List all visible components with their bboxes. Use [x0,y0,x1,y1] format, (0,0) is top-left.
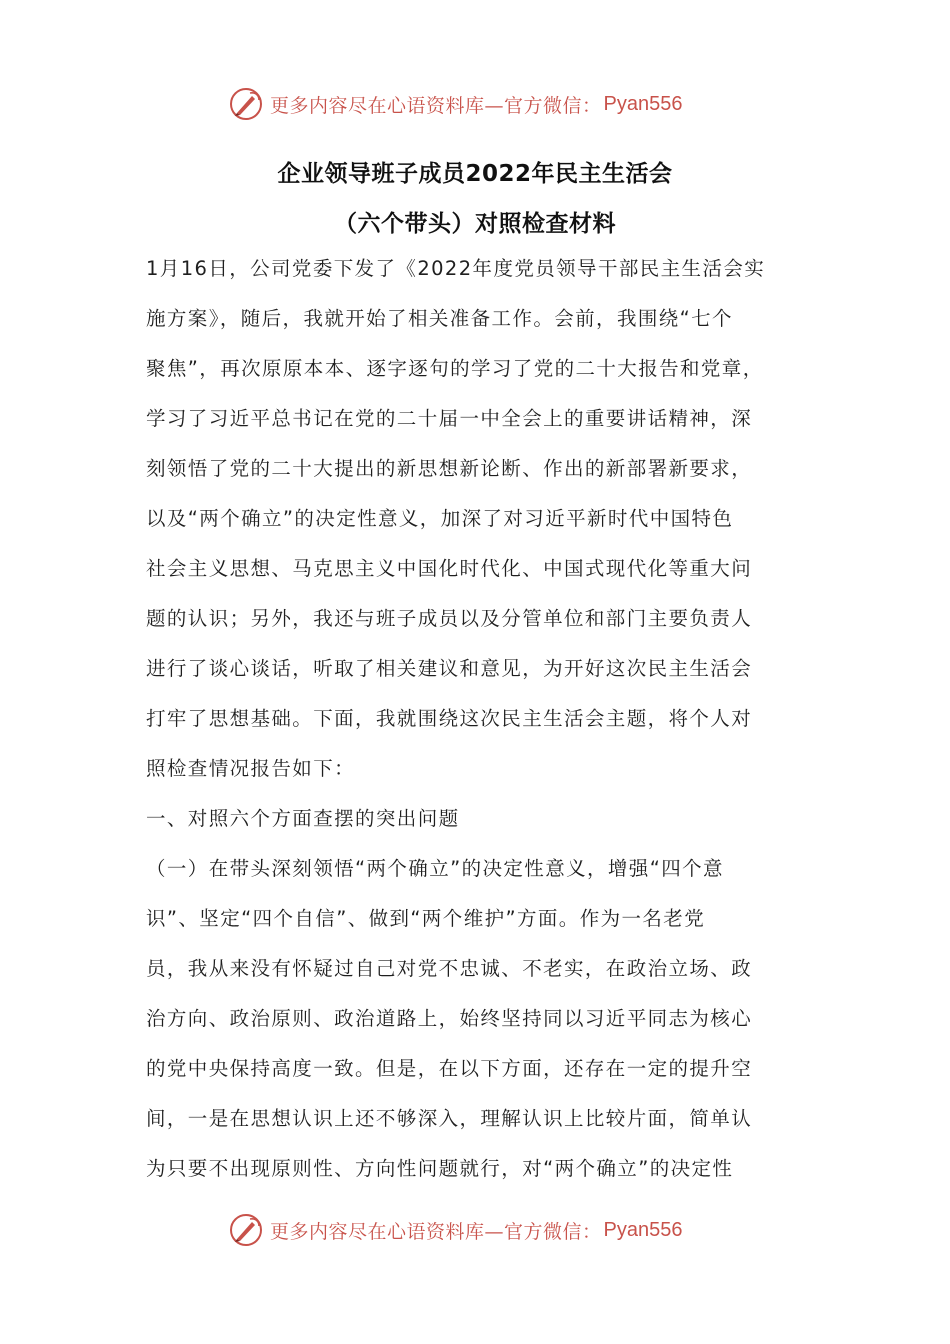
body-line: 员，我从来没有怀疑过自己对党不忠诚、不老实，在政治立场、政 [146,957,753,980]
watermark-header [228,84,682,124]
section-heading: 一、对照六个方面查摆的突出问题 [146,807,460,830]
document-title-line-2: （六个带头）对照检查材料 [334,211,616,237]
body-line: 聚焦”，再次原原本本、逐字逐句的学习了党的二十大报告和党章， [146,357,764,380]
body-line: 社会主义思想、马克思主义中国化时代化、中国式现代化等重大问 [146,557,753,580]
body-line: 为只要不出现原则性、方向性问题就行，对“两个确立”的决定性 [146,1157,734,1180]
body-line: 识”、坚定“四个自信”、做到“两个维护”方面。作为一名老党 [146,907,706,930]
pen-logo-icon [228,1212,264,1248]
body-line: 治方向、政治原则、政治道路上，始终坚持同以习近平同志为核心 [146,1007,753,1030]
watermark-wechat-id: Pyan556 [603,92,683,115]
body-line: 学习了习近平总书记在党的二十届一中全会上的重要讲话精神，深 [146,407,753,430]
document-body [146,244,810,1194]
body-line: （一）在带头深刻领悟“两个确立”的决定性意义，增强“四个意 [146,857,724,880]
body-line: 进行了谈心谈话，听取了相关建议和意见，为开好这次民主生活会 [146,657,753,680]
pen-logo-icon [228,86,264,122]
body-line: 的党中央保持高度一致。但是，在以下方面，还存在一定的提升空 [146,1057,753,1080]
body-line: 题的认识；另外，我还与班子成员以及分管单位和部门主要负责人 [146,607,753,630]
document-title-line-1: 企业领导班子成员2022年民主生活会 [277,161,673,187]
body-line: 施方案》，随后，我就开始了相关准备工作。会前，我围绕“七个 [146,307,733,330]
watermark-text: 更多内容尽在心语资料库—官方微信： [270,94,602,117]
body-line: 打牢了思想基础。下面，我就围绕这次民主生活会主题，将个人对 [146,707,753,730]
body-line: 1月16日，公司党委下发了《2022年度党员领导干部民主生活会实 [146,257,766,280]
watermark-text: 更多内容尽在心语资料库—官方微信： [270,1220,602,1243]
body-line: 照检查情况报告如下： [146,757,356,780]
body-line: 间，一是在思想认识上还不够深入，理解认识上比较片面，简单认 [146,1107,753,1130]
watermark-footer [228,1210,682,1250]
watermark-wechat-id: Pyan556 [603,1218,683,1241]
body-line: 刻领悟了党的二十大提出的新思想新论断、作出的新部署新要求， [146,457,753,480]
body-line: 以及“两个确立”的决定性意义，加深了对习近平新时代中国特色 [146,507,734,530]
